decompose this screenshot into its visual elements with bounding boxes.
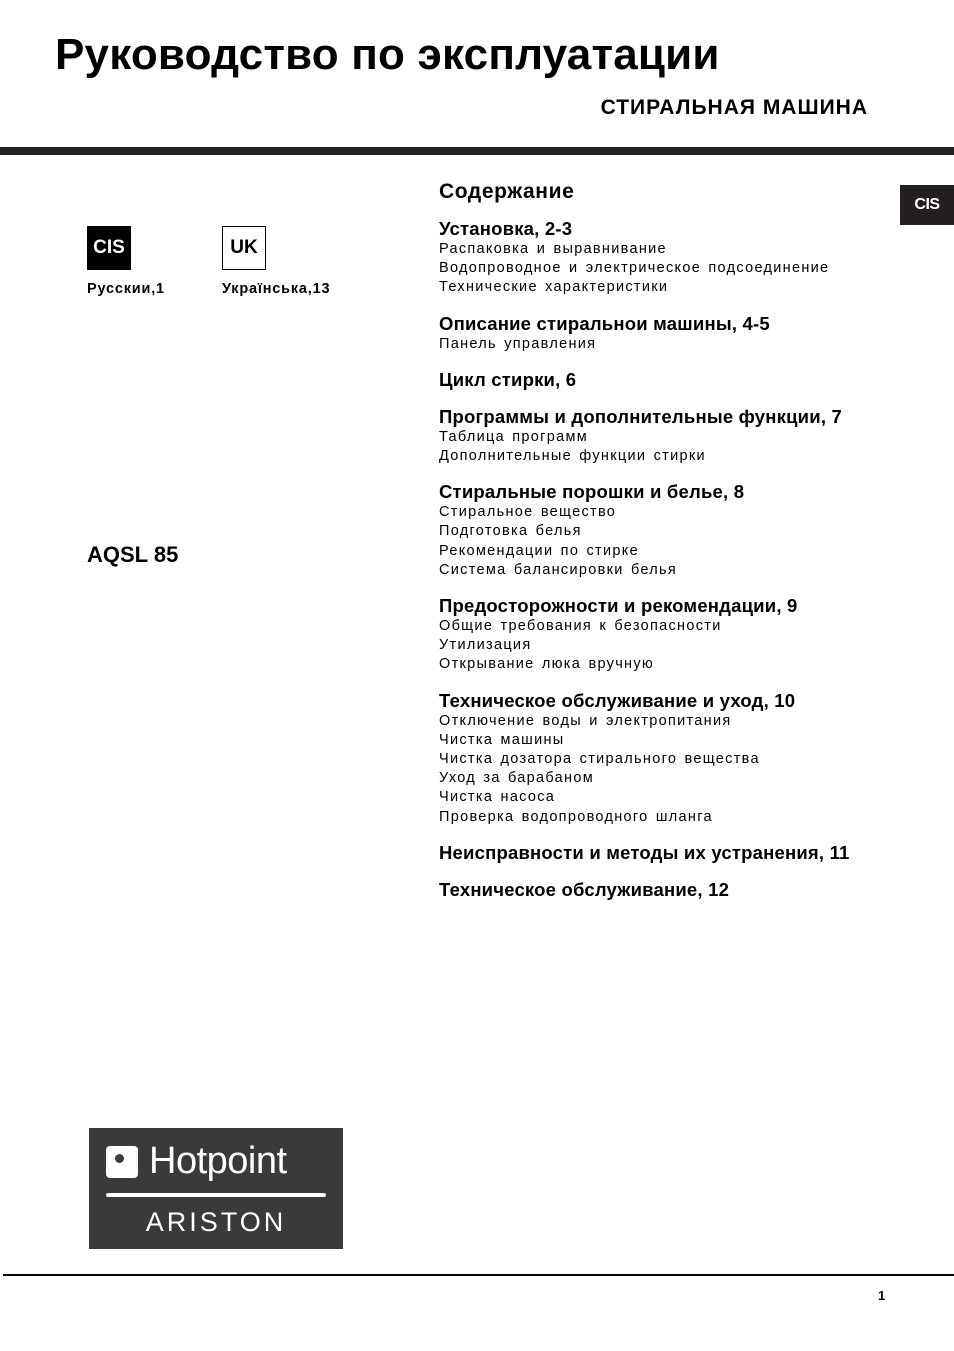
footer-divider xyxy=(3,1274,954,1276)
model-name: AQSL 85 xyxy=(87,542,179,567)
toc-section xyxy=(439,313,889,354)
toc-item[interactable]: Открывание люка вручную xyxy=(439,656,655,673)
toc-item[interactable]: Общие требования к безопасности xyxy=(439,618,722,635)
toc-item[interactable]: Уход за барабаном xyxy=(439,770,594,787)
toc-item[interactable]: Система балансировки белья xyxy=(439,561,678,578)
document-subtitle: СТИРАЛЬНАЯ МАШИНА xyxy=(600,96,868,119)
page-number: 1 xyxy=(878,1288,886,1303)
toc-section-title[interactable]: Установка, 2-3 xyxy=(439,218,573,239)
toc-section-title[interactable]: Неисправности и методы их устранения, 11 xyxy=(439,841,850,863)
header-divider xyxy=(0,147,954,155)
language-label-cis[interactable]: Русскии,1 xyxy=(87,281,165,297)
side-language-tab: CIS xyxy=(900,185,954,225)
brand-logo xyxy=(89,1128,343,1249)
toc-section-title[interactable]: Техническое обслуживание и уход, 10 xyxy=(439,689,796,711)
toc-item[interactable]: Водопроводное и электрическое подсоединение xyxy=(439,260,830,277)
toc-item[interactable]: Чистка насоса xyxy=(439,789,556,806)
toc-item[interactable]: Панель управления xyxy=(439,335,597,352)
toc-item[interactable]: Стиральное вещество xyxy=(439,504,617,521)
hotpoint-mark-icon xyxy=(106,1146,138,1178)
toc-item[interactable]: Отключение воды и электропитания xyxy=(439,712,732,729)
toc-section xyxy=(439,690,889,827)
language-code-cis[interactable]: CIS xyxy=(87,226,131,270)
toc-section xyxy=(439,369,889,391)
toc-item[interactable]: Чистка машины xyxy=(439,731,565,748)
logo-sub-text: ARISTON xyxy=(145,1207,287,1237)
toc-item[interactable]: Таблица программ xyxy=(439,428,589,445)
table-of-contents xyxy=(439,178,889,916)
toc-section xyxy=(439,879,889,901)
toc-section-title[interactable]: Описание стиральнои машины, 4-5 xyxy=(439,312,770,334)
toc-section xyxy=(439,406,889,466)
toc-item[interactable]: Утилизация xyxy=(439,637,532,654)
toc-heading: Содержание xyxy=(439,180,575,203)
toc-section-title[interactable]: Предосторожности и рекомендации, 9 xyxy=(439,595,798,617)
logo-divider xyxy=(106,1193,326,1197)
toc-section xyxy=(439,842,889,864)
toc-item[interactable]: Проверка водопроводного шланга xyxy=(439,808,713,825)
logo-brand-text: Hotpoint xyxy=(149,1140,287,1182)
toc-sections xyxy=(439,218,889,901)
toc-section xyxy=(439,481,889,580)
toc-item[interactable]: Подготовка белья xyxy=(439,523,582,540)
toc-section-title[interactable]: Цикл стирки, 6 xyxy=(439,368,577,390)
toc-item[interactable]: Технические характеристики xyxy=(439,279,669,296)
toc-section-title[interactable]: Стиральные порошки и белье, 8 xyxy=(439,481,745,503)
language-code-uk[interactable]: UK xyxy=(222,226,266,270)
toc-section xyxy=(439,595,889,675)
toc-item[interactable]: Дополнительные функции стирки xyxy=(439,448,706,465)
toc-item[interactable]: Чистка дозатора стирального вещества xyxy=(439,751,760,768)
language-label-uk[interactable]: Українська,13 xyxy=(222,281,331,297)
toc-item[interactable]: Рекомендации по стирке xyxy=(439,542,639,559)
toc-section-title[interactable]: Программы и дополнительные функции, 7 xyxy=(439,405,842,427)
toc-section xyxy=(439,218,889,298)
document-title: Руководство по эксплуатации xyxy=(55,30,720,79)
toc-item[interactable]: Распаковка и выравнивание xyxy=(439,241,667,257)
toc-section-title[interactable]: Техническое обслуживание, 12 xyxy=(439,878,730,900)
